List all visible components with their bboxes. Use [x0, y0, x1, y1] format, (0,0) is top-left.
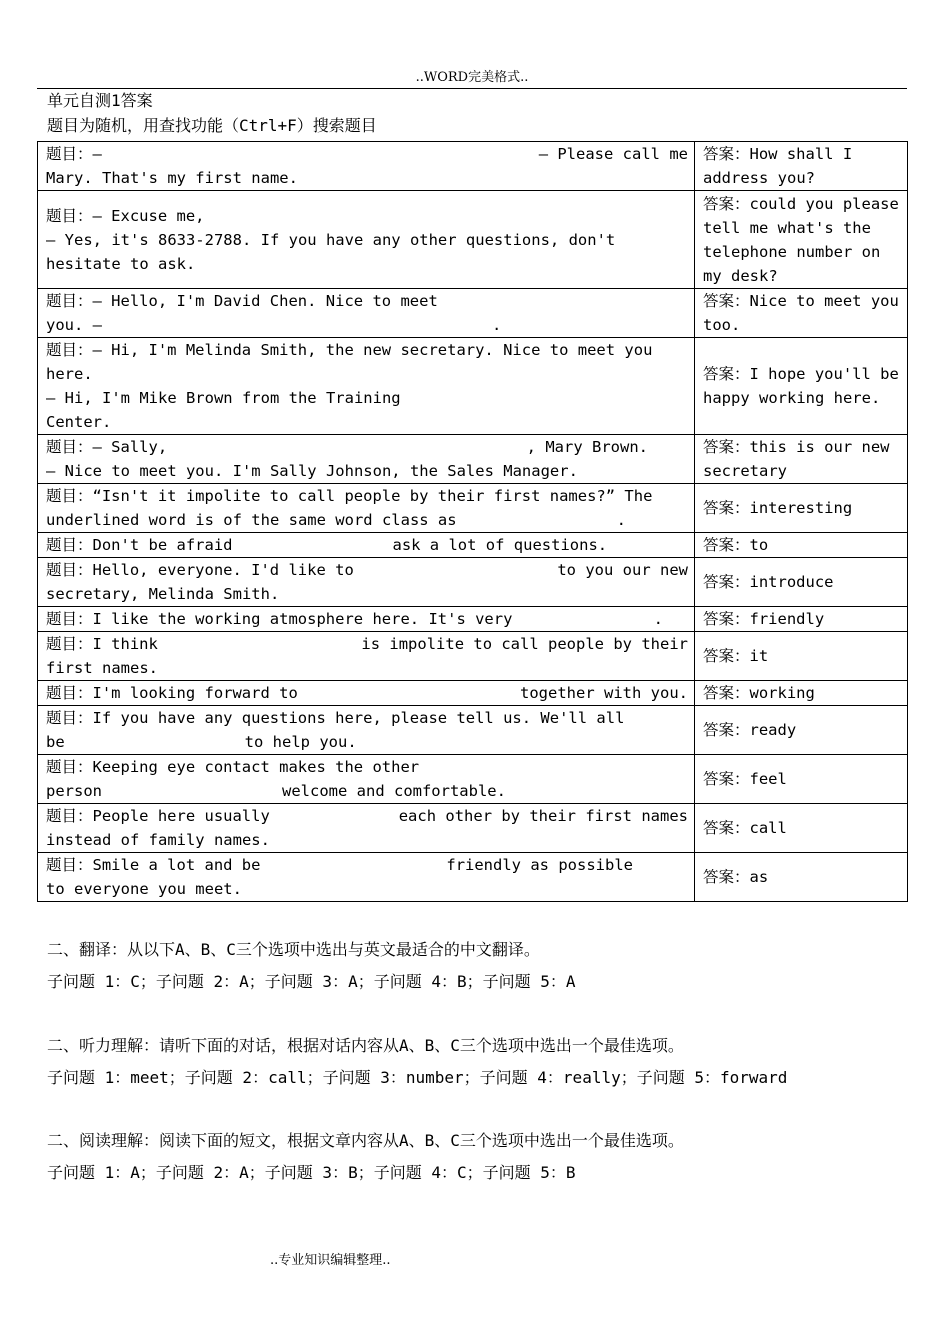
table-row	[38, 533, 908, 558]
table-row	[38, 853, 908, 902]
question-text: .	[492, 316, 502, 334]
question-text: to everyone you meet.	[46, 880, 242, 898]
answer-cell: 答案：How shall I address you?	[695, 142, 908, 191]
table-row	[38, 435, 908, 484]
question-text: — Nice to meet you. I'm Sally Johnson, the Sales Manager.	[46, 462, 578, 480]
question-text: secretary, Melinda Smith.	[46, 585, 280, 603]
question-text: 题目：Keeping eye contact makes the other	[46, 758, 420, 776]
question-text: ask a lot of questions.	[392, 536, 608, 554]
question-cell	[38, 191, 695, 289]
answer-cell: 答案：I hope you'll be happy working here.	[695, 338, 908, 435]
table-row	[38, 289, 908, 338]
page-header: ..WORD完美格式..	[37, 70, 907, 89]
answer-cell: 答案：interesting	[695, 484, 908, 533]
question-cell	[38, 338, 695, 435]
question-text: 题目：People here usually	[46, 807, 270, 825]
question-text: is impolite to call people by their	[361, 635, 688, 653]
question-text: — Hi, I'm Mike Brown from the Training Center.	[46, 389, 401, 431]
question-text: 题目：Don't be afraid	[46, 536, 233, 554]
question-text: 题目：Smile a lot and be	[46, 856, 261, 874]
table-row	[38, 755, 908, 804]
answer-cell: 答案：it	[695, 632, 908, 681]
section-answers: 子问题 1：A；子问题 2：A；子问题 3：B；子问题 4：C；子问题 5：B	[47, 1163, 576, 1182]
question-text: 题目：— Hi, I'm Melinda Smith, the new secretary. Nice to meet you here.	[46, 341, 653, 383]
question-text: each other by their first names	[398, 807, 688, 825]
table-row	[38, 607, 908, 632]
question-text: 题目：I like the working atmosphere here. It's very	[46, 610, 513, 628]
answer-cell: 答案：could you please tell me what's the telephone number on my desk?	[695, 191, 908, 289]
table-row	[38, 706, 908, 755]
table-row	[38, 484, 908, 533]
question-text: — Yes, it's 8633-2788. If you have any other questions, don't hesitate to ask.	[46, 230, 616, 273]
question-text: 题目：— Sally,	[46, 438, 168, 456]
table-row	[38, 142, 908, 191]
page-footer: ..专业知识编辑整理..	[270, 1253, 391, 1268]
table-row	[38, 632, 908, 681]
question-cell	[38, 632, 695, 681]
document-title: 单元自测1答案	[47, 91, 153, 110]
answer-cell: 答案：introduce	[695, 558, 908, 607]
document-subtitle: 题目为随机，用查找功能（Ctrl+F）搜索题目	[47, 116, 377, 135]
table-row	[38, 338, 908, 435]
answer-cell: 答案：as	[695, 853, 908, 902]
question-text: 题目：— Hello, I'm David Chen. Nice to meet	[46, 292, 438, 310]
table-row	[38, 558, 908, 607]
section-answers: 子问题 1：meet；子问题 2：call；子问题 3：number；子问题 4：really；子问题 5：forward	[47, 1068, 788, 1087]
question-cell	[38, 607, 695, 632]
qa-table	[37, 141, 908, 902]
question-cell	[38, 706, 695, 755]
answer-cell: 答案：Nice to meet you too.	[695, 289, 908, 338]
answer-cell: 答案：call	[695, 804, 908, 853]
table-row	[38, 804, 908, 853]
question-cell	[38, 681, 695, 706]
section-heading: 二、翻译：从以下A、B、C三个选项中选出与英文最适合的中文翻译。	[47, 940, 540, 959]
answer-cell: 答案：ready	[695, 706, 908, 755]
question-text: to help you.	[244, 733, 357, 751]
question-cell	[38, 533, 695, 558]
question-cell	[38, 435, 695, 484]
answer-cell: 答案：to	[695, 533, 908, 558]
question-text: 题目：I think	[46, 635, 158, 653]
answer-cell: 答案：working	[695, 681, 908, 706]
question-text: 题目：“Isn't it impolite to call people by their first names?” The underlined word is of the same word class as	[46, 487, 653, 529]
question-text: be	[46, 733, 65, 751]
question-text: Mary. That's my first name.	[46, 169, 298, 187]
question-text: 题目：I'm looking forward to	[46, 684, 298, 702]
section-heading: 二、听力理解：请听下面的对话，根据对话内容从A、B、C三个选项中选出一个最佳选项。	[47, 1036, 684, 1055]
question-cell	[38, 484, 695, 533]
answer-cell: 答案：this is our new secretary	[695, 435, 908, 484]
question-text: welcome and comfortable.	[282, 782, 506, 800]
question-text: first names.	[46, 659, 158, 677]
question-text: person	[46, 782, 102, 800]
question-text: 题目：Hello, everyone. I'd like to	[46, 561, 354, 579]
question-cell	[38, 289, 695, 338]
question-text: .	[653, 610, 663, 628]
question-text: to you our new	[557, 561, 688, 579]
question-text: 题目：— Excuse me,	[46, 206, 205, 225]
question-cell	[38, 142, 695, 191]
question-text: , Mary Brown.	[526, 438, 648, 456]
answer-cell: 答案：feel	[695, 755, 908, 804]
question-text: friendly as possible	[446, 856, 633, 874]
answer-cell: 答案：friendly	[695, 607, 908, 632]
question-text: you. —	[46, 316, 102, 334]
question-text: 题目：—	[46, 145, 102, 163]
section-heading: 二、阅读理解：阅读下面的短文，根据文章内容从A、B、C三个选项中选出一个最佳选项。	[47, 1131, 684, 1150]
question-cell	[38, 853, 695, 902]
section-answers: 子问题 1：C；子问题 2：A；子问题 3：A；子问题 4：B；子问题 5：A	[47, 972, 576, 991]
table-row	[38, 681, 908, 706]
question-cell	[38, 804, 695, 853]
question-text: .	[616, 511, 626, 529]
question-text: 题目：If you have any questions here, please tell us. We'll all	[46, 709, 625, 727]
question-text: together with you.	[520, 684, 688, 702]
question-text: — Please call me	[538, 145, 688, 163]
table-row	[38, 191, 908, 289]
question-cell	[38, 755, 695, 804]
question-text: instead of family names.	[46, 831, 270, 849]
question-cell	[38, 558, 695, 607]
